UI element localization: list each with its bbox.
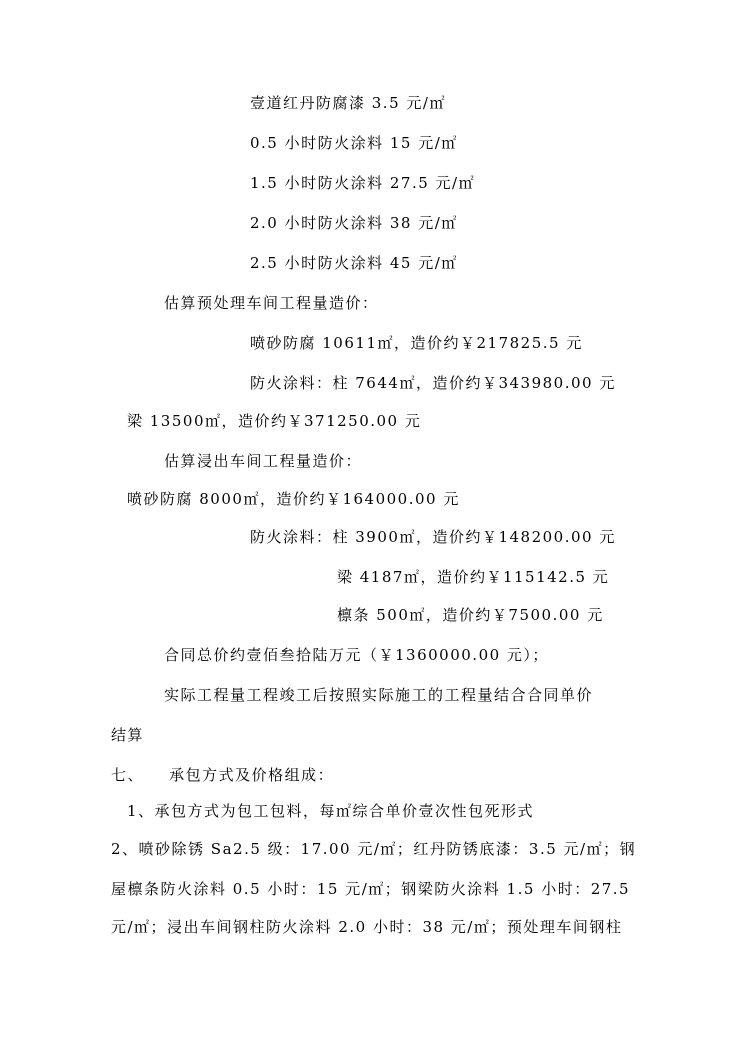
text-line: 梁 13500㎡，造价约￥371250.00 元 [127, 412, 422, 430]
section-heading: 估算预处理车间工程量造价： [164, 294, 379, 312]
text-line: 0.5 小时防火涂料 15 元/㎡ [250, 134, 458, 152]
list-item: 2、喷砂除锈 Sa2.5 级：17.00 元/㎡；红丹防锈底漆：3.5 元/㎡；钢 [111, 840, 637, 858]
text-line: 结算 [111, 726, 145, 744]
text-line: 2.0 小时防火涂料 38 元/㎡ [250, 214, 458, 232]
text-line: 梁 4187㎡，造价约￥115142.5 元 [337, 568, 610, 586]
text-line: 防火涂料：柱 3900㎡，造价约￥148200.00 元 [250, 528, 616, 546]
text-line: 防火涂料：柱 7644㎡，造价约￥343980.00 元 [250, 374, 616, 392]
text-line: 1.5 小时防火涂料 27.5 元/㎡ [250, 174, 476, 192]
section-heading: 估算浸出车间工程量造价： [164, 452, 363, 470]
text-line: 屋檩条防火涂料 0.5 小时：15 元/㎡；钢梁防火涂料 1.5 小时：27.5 [111, 880, 631, 898]
text-line: 合同总价约壹佰叁拾陆万元（￥1360000.00 元）； [164, 646, 549, 664]
text-line: 檩条 500㎡，造价约￥7500.00 元 [337, 606, 604, 624]
text-line: 实际工程量工程竣工后按照实际施工的工程量结合合同单价 [164, 686, 594, 704]
text-line: 喷砂防腐 8000㎡，造价约￥164000.00 元 [127, 490, 460, 508]
text-line: 元/㎡；浸出车间钢柱防火涂料 2.0 小时：38 元/㎡；预处理车间钢柱 [111, 918, 623, 936]
section-heading: 七、 承包方式及价格组成： [111, 766, 335, 784]
text-line: 2.5 小时防火涂料 45 元/㎡ [250, 254, 458, 272]
list-item: 1、承包方式为包工包料，每㎡综合单价壹次性包死形式 [127, 802, 535, 820]
text-line: 喷砂防腐 10611㎡，造价约￥217825.5 元 [250, 334, 583, 352]
text-line: 壹道红丹防腐漆 3.5 元/㎡ [250, 94, 446, 112]
